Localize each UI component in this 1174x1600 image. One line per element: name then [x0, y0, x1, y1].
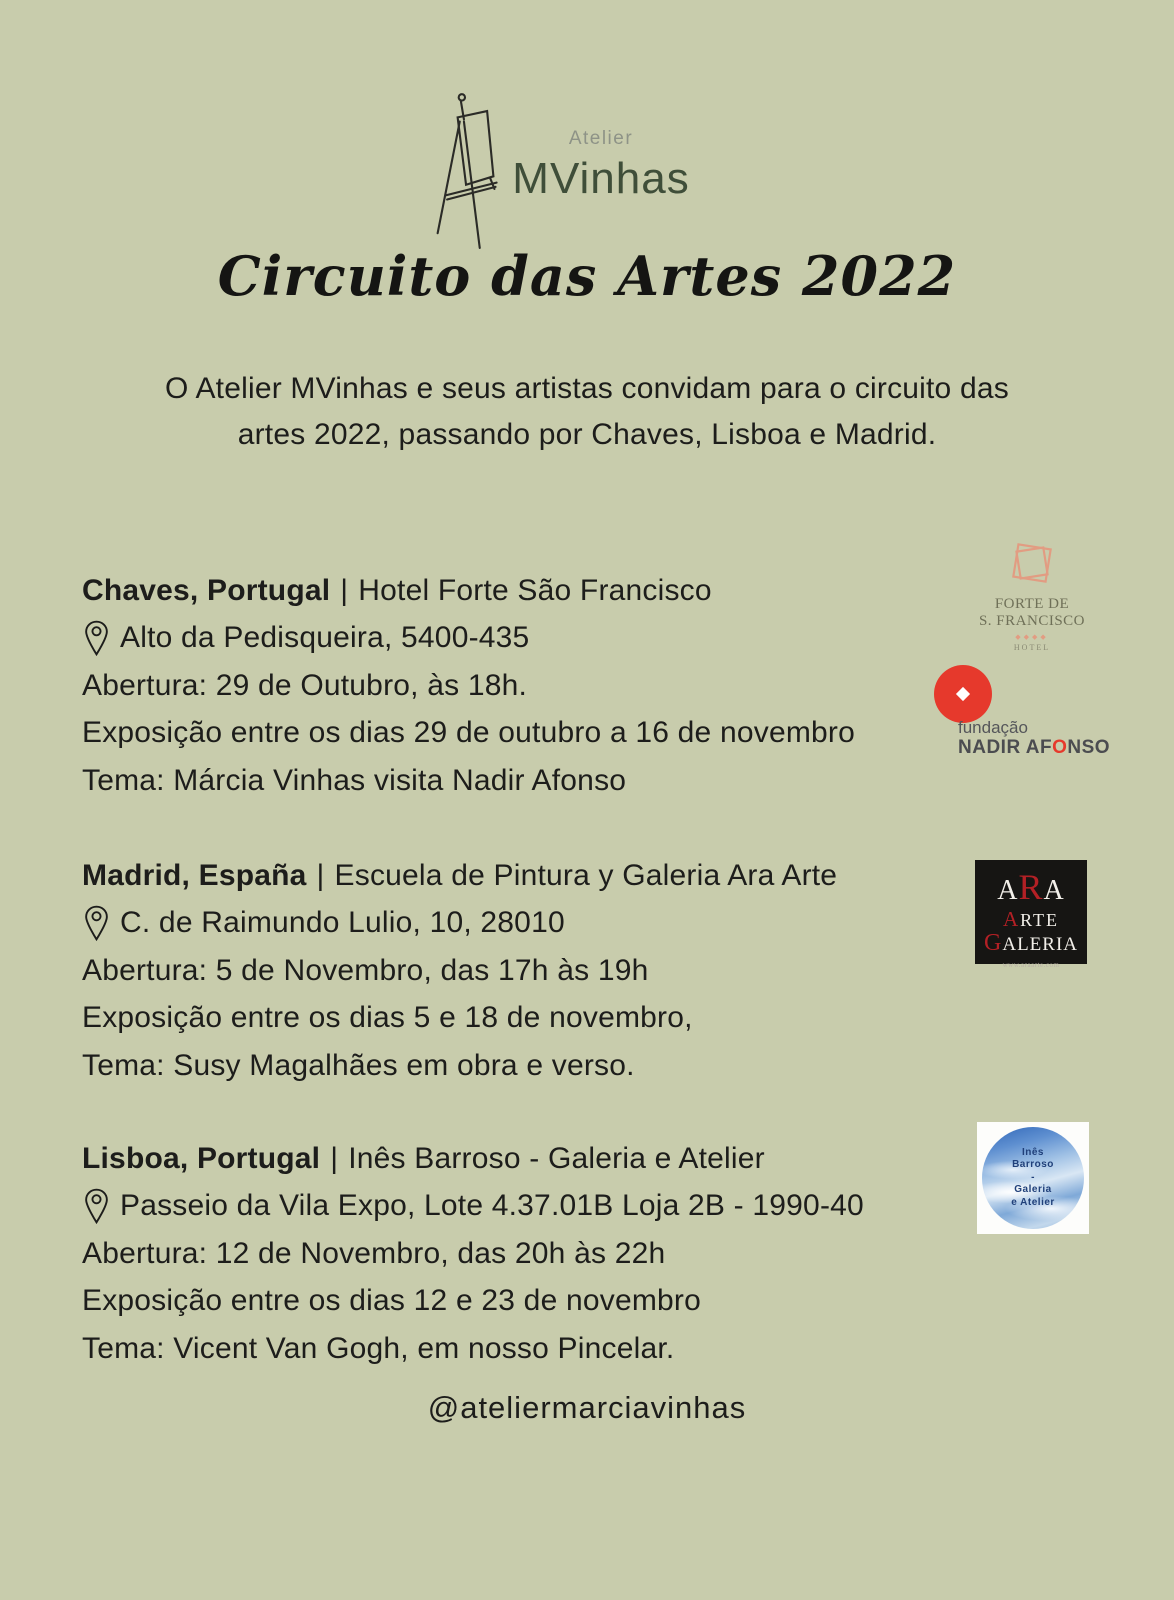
- intro-line-2: artes 2022, passando por Chaves, Lisboa e Madrid.: [237, 418, 937, 451]
- nadir-diamond-icon: [956, 687, 970, 701]
- address-row: [82, 1183, 1002, 1231]
- section-heading: [82, 852, 1002, 900]
- nadir-afonso-circle-icon: [934, 665, 992, 723]
- intro-paragraph: [0, 366, 1174, 458]
- location-pin-icon: [83, 1187, 110, 1225]
- ara-website: www.araarte.com: [1002, 961, 1060, 969]
- section-heading: [82, 567, 1002, 615]
- instagram-handle: @ateliermarciavinhas: [427, 1390, 747, 1425]
- address-row: [82, 900, 1002, 948]
- location-pin-icon: [83, 904, 110, 942]
- dates-row: Exposição entre os dias 29 de outubro a 16 de novembro: [82, 716, 855, 750]
- hotel-stars: ◆◆◆◆: [1015, 633, 1049, 641]
- theme-row: Tema: Márcia Vinhas visita Nadir Afonso: [82, 763, 627, 797]
- ara-arte-galeria-logo: [975, 860, 1087, 969]
- easel-icon: [430, 90, 500, 250]
- theme-row: Tema: Vicent Van Gogh, em nosso Pincelar.: [82, 1331, 675, 1365]
- brand-logo: [430, 90, 690, 250]
- ines-barroso-logo: [977, 1122, 1089, 1234]
- star-fort-icon: [1003, 534, 1061, 592]
- brand-atelier-label: Atelier: [568, 128, 634, 149]
- location-pin-icon: [83, 619, 110, 657]
- poster-title: Circuito das Artes 2022: [217, 244, 957, 308]
- fundacao-nadir-afonso-logo: [958, 719, 1110, 758]
- separator: |: [330, 1141, 339, 1175]
- theme-row: Tema: Susy Magalhães em obra e verso.: [82, 1048, 635, 1082]
- forte-sao-francisco-logo: [972, 534, 1092, 652]
- nadir-fundacao-label: fundação: [958, 718, 1028, 737]
- opening-row: Abertura: 29 de Outubro, às 18h.: [82, 668, 528, 702]
- ara-line-3: GALERIA: [984, 930, 1078, 956]
- address-row: [82, 615, 1002, 663]
- venue-name: Escuela de Pintura y Galeria Ara Arte: [334, 858, 838, 892]
- hotel-label: HOTEL: [1013, 643, 1051, 652]
- section-chaves: [82, 567, 1002, 805]
- city-name: Chaves, Portugal: [82, 573, 331, 607]
- city-name: Lisboa, Portugal: [82, 1141, 321, 1175]
- section-madrid: [82, 852, 1002, 1090]
- dates-row: Exposição entre os dias 5 e 18 de novembro,: [82, 1001, 693, 1035]
- opening-row: Abertura: 12 de Novembro, das 20h às 22h: [82, 1236, 666, 1270]
- address-text: Passeio da Vila Expo, Lote 4.37.01B Loja 2B - 1990-40: [120, 1189, 864, 1223]
- venue-name: Hotel Forte São Francisco: [358, 573, 712, 607]
- opening-row: Abertura: 5 de Novembro, das 17h às 19h: [82, 953, 649, 987]
- section-lisboa: [82, 1135, 1002, 1373]
- separator: |: [316, 858, 325, 892]
- address-text: Alto da Pedisqueira, 5400-435: [120, 621, 530, 655]
- address-text: C. de Raimundo Lulio, 10, 28010: [120, 906, 565, 940]
- forte-name-line-2: S. FRANCISCO: [978, 613, 1086, 629]
- forte-name-line-1: FORTE DE: [994, 596, 1070, 612]
- nadir-name-label: NADIR AFONSO: [958, 737, 1111, 758]
- section-heading: [82, 1135, 1002, 1183]
- ara-line-2: ARTE: [1002, 907, 1060, 931]
- separator: |: [340, 573, 349, 607]
- ara-line-1: ARA: [997, 867, 1065, 907]
- city-name: Madrid, España: [82, 858, 307, 892]
- sky-painting-icon: Inês Barroso - Galeria e Atelier: [982, 1127, 1084, 1229]
- intro-line-1: O Atelier MVinhas e seus artistas convidam para o circuito das: [165, 372, 1009, 405]
- dates-row: Exposição entre os dias 12 e 23 de novembro: [82, 1284, 701, 1318]
- brand-name: MVinhas: [512, 154, 690, 203]
- venue-name: Inês Barroso - Galeria e Atelier: [348, 1141, 765, 1175]
